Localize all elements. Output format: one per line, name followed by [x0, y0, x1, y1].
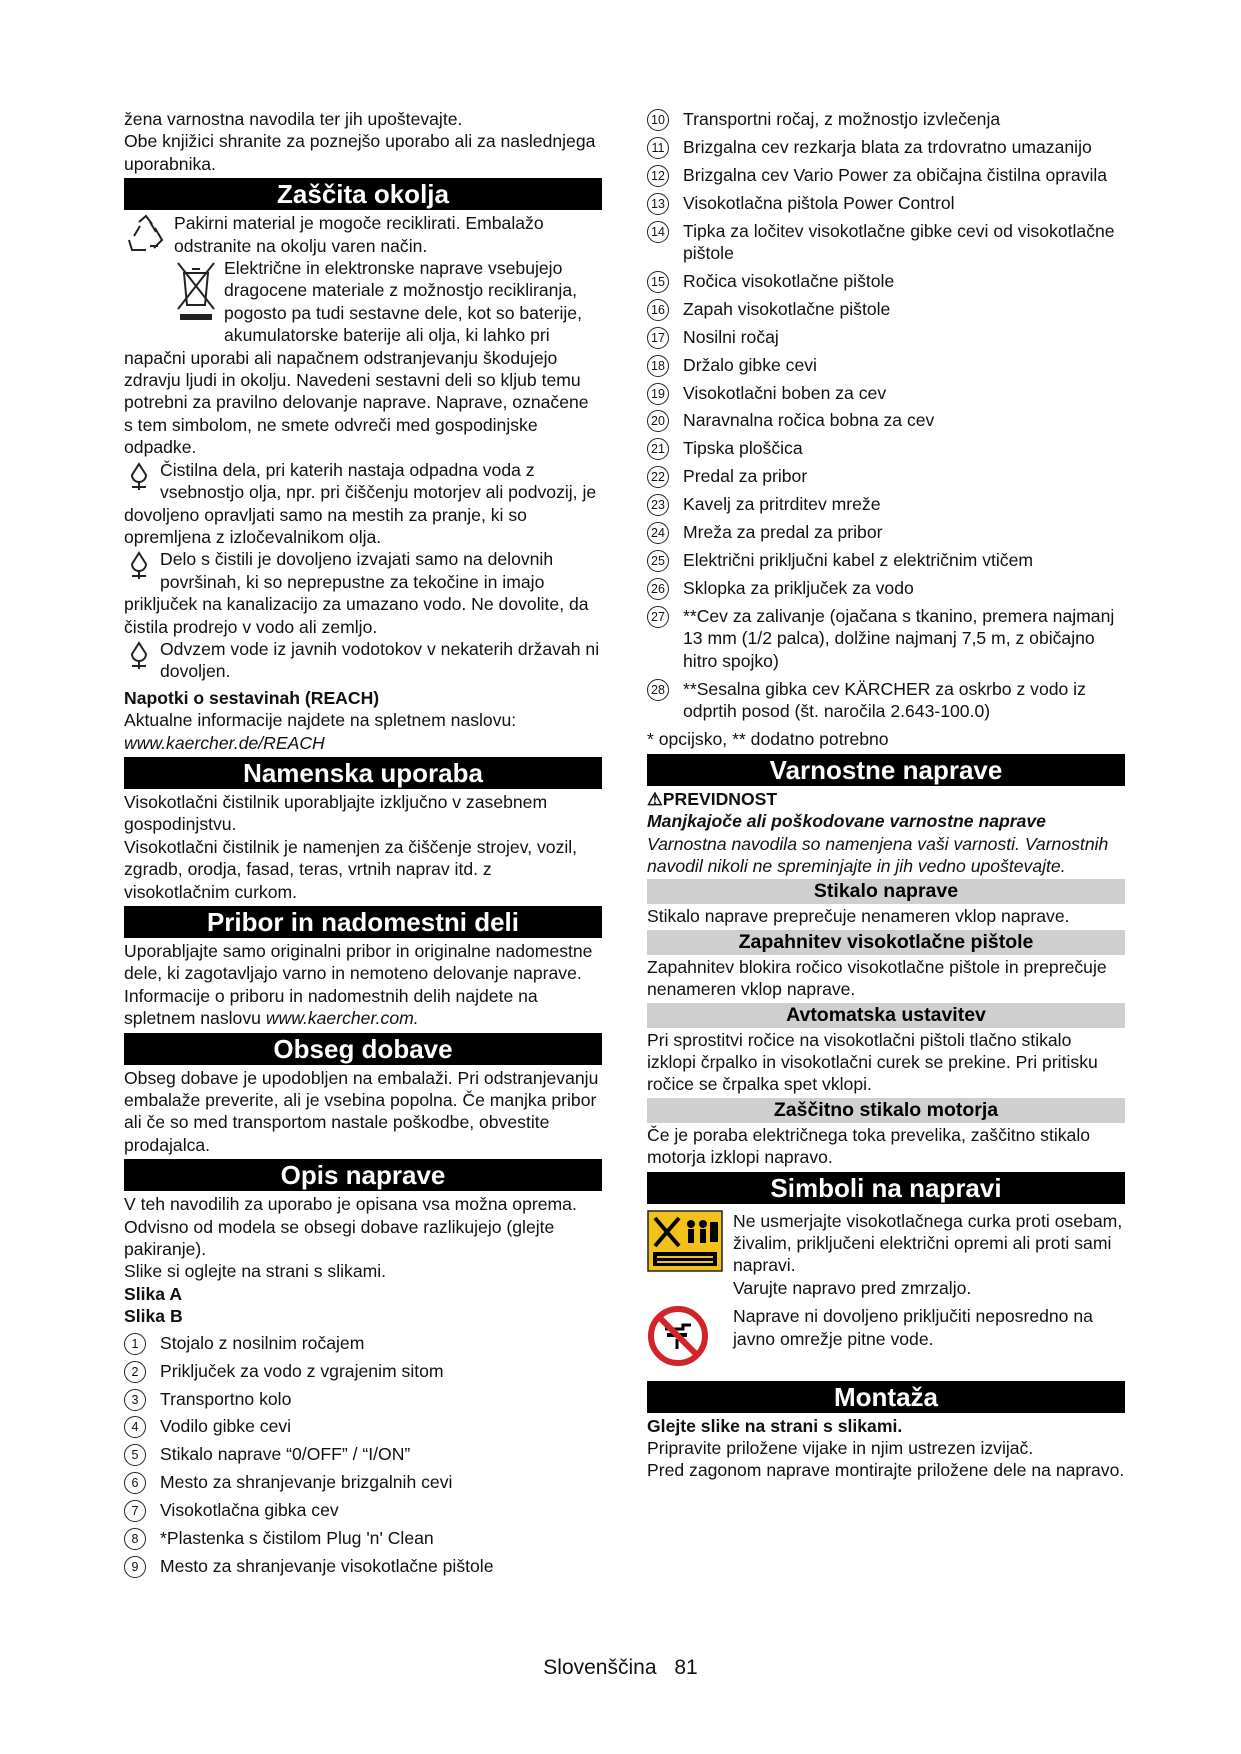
part-number-badge: 26	[647, 578, 669, 600]
symbol-1-line-2: Varujte napravo pred zmrzaljo.	[733, 1277, 972, 1298]
page-footer	[0, 1656, 1241, 1680]
section-header-accessories: Pribor in nadomestni deli	[124, 906, 602, 938]
part-label: Brizgalna cev Vario Power za običajna čistilna opravila	[683, 164, 1108, 185]
part-label: Držalo gibke cevi	[683, 354, 817, 375]
part-item-3	[124, 1388, 602, 1410]
no-spray-at-people-icon	[647, 1210, 733, 1300]
water-drop-icon	[124, 550, 154, 585]
part-number-badge: 13	[647, 193, 669, 215]
lock-text: Zapahnitev blokira ročico visokotlačne pištole in preprečuje nenameren vklop naprave.	[647, 956, 1107, 1000]
part-label: **Cev za zalivanje (ojačana s tkanino, premera najmanj 13 mm (1/2 palca), dolžine najmanj 7,5 m, z običajno hitro spojko)	[683, 605, 1115, 671]
part-label: Nosilni ročaj	[683, 326, 779, 347]
part-number-badge: 8	[124, 1528, 146, 1550]
accessories-text: Informacije o priboru in nadomestnih delih najdete na spletnem naslovu	[124, 985, 538, 1029]
part-label: Sklopka za priključek za vodo	[683, 577, 914, 598]
warning-triangle-icon: ⚠	[647, 788, 663, 809]
section-header-description: Opis naprave	[124, 1159, 602, 1191]
part-label: Priključek za vodo z vgrajenim sitom	[160, 1360, 444, 1381]
part-item-1	[124, 1332, 602, 1354]
part-number-badge: 22	[647, 466, 669, 488]
weee-paragraph	[124, 257, 602, 459]
weee-text: Električne in elektronske naprave vsebujejo dragocene materiale z možnostjo recikliranja, pogosto pa tudi sestavne dele, kot so baterije, akumulatorske baterije ali olja, ki lahko pri napačni uporabi ali napačnem odstranjevanju škodujejo zdravju ljudi in okolju. Navedeni sestavni deli so kljub temu potrebni za pravilno delovanje naprave. Naprave, označene s tem simbolom, ne smete odvreči med gospodinjske odpadke.	[124, 258, 589, 458]
part-label: Mesto za shranjevanje brizgalnih cevi	[160, 1472, 453, 1493]
mounting-paragraph-2: Pred zagonom naprave montirajte priložene dele na napravo.	[647, 1460, 1125, 1481]
section-header-environment: Zaščita okolja	[124, 178, 602, 210]
accessories-paragraph-2	[124, 985, 602, 1030]
part-number-badge: 28	[647, 679, 669, 701]
surface-text: Delo s čistili je dovoljeno izvajati samo na delovnih površinah, ki so neprepustne za tekočine in imajo priključek na kanalizacijo za umazano vodo. Ne dovolite, da čistila prodrejo v vodo ali zemljo.	[124, 549, 589, 637]
part-number-badge: 18	[647, 355, 669, 377]
part-item-28	[647, 678, 1125, 723]
part-number-badge: 7	[124, 1500, 146, 1522]
part-number-badge: 15	[647, 271, 669, 293]
symbol-row-1	[647, 1210, 1125, 1300]
reach-title: Napotki o sestavinah (REACH)	[124, 687, 380, 708]
part-number-badge: 9	[124, 1556, 146, 1578]
part-label: Transportni ročaj, z možnostjo izvlečenja	[683, 109, 1001, 129]
symbol-1-text	[733, 1210, 1125, 1300]
part-number-badge: 1	[124, 1333, 146, 1355]
part-item-6	[124, 1471, 602, 1493]
part-item-5	[124, 1443, 602, 1465]
part-item-12	[647, 164, 1125, 186]
part-label: Visokotlačna pištola Power Control	[683, 192, 955, 213]
description-paragraph-1: V teh navodilih za uporabo je opisana vsa možna oprema. Odvisno od modela se obsegi dobave razlikujejo (glejte pakiranje).	[124, 1194, 577, 1260]
part-item-9	[124, 1555, 602, 1577]
reach-text: Aktualne informacije najdete na spletnem naslovu:	[124, 710, 517, 731]
figure-b-label: Slika B	[124, 1306, 183, 1327]
part-label: Vodilo gibke cevi	[160, 1416, 292, 1437]
water-paragraph	[124, 638, 602, 683]
subheader-auto-stop: Avtomatska ustavitev	[647, 1003, 1125, 1028]
part-item-10	[647, 108, 1125, 130]
part-label: Mesto za shranjevanje visokotlačne pištole	[160, 1555, 494, 1576]
kaercher-link[interactable]: www.kaercher.com.	[265, 1008, 419, 1029]
parts-list-right	[647, 108, 1125, 722]
auto-stop-text: Pri sprostitvi ročice na visokotlačni pištoli tlačno stikalo izklopi črpalko in visokotlačni curek se prekine. Pri pritisku ročice se črpalka spet vklopi.	[647, 1029, 1098, 1095]
part-item-8	[124, 1527, 602, 1549]
part-label: Tipka za ločitev visokotlačne gibke cevi od visokotlačne pištole	[683, 220, 1115, 264]
section-header-intended-use: Namenska uporaba	[124, 757, 602, 789]
part-label: *Plastenka s čistilom Plug 'n' Clean	[160, 1528, 434, 1549]
part-label: Mreža za predal za pribor	[683, 522, 883, 543]
section-header-safety-devices: Varnostne naprave	[647, 754, 1125, 786]
part-number-badge: 10	[647, 109, 669, 131]
part-number-badge: 4	[124, 1416, 146, 1438]
section-header-symbols: Simboli na napravi	[647, 1172, 1125, 1204]
recycle-paragraph	[124, 212, 602, 257]
footnote: * opcijsko, ** dodatno potrebno	[647, 729, 889, 750]
use-paragraph-1: Visokotlačni čistilnik uporabljajte izključno v zasebnem gospodinjstvu.	[124, 791, 548, 835]
parts-list-left	[124, 1332, 602, 1578]
symbol-2-text: Naprave ni dovoljeno priključiti neposredno na javno omrežje pitne vode.	[733, 1306, 1093, 1349]
footer-language: Slovenščina	[543, 1656, 657, 1679]
figure-a-label: Slika A	[124, 1283, 183, 1304]
recycle-text: Pakirni material je mogoče reciklirati. Embalažo odstranite na okolju varen način.	[174, 213, 544, 256]
oil-paragraph	[124, 459, 602, 549]
crossed-bin-icon	[174, 259, 218, 328]
mounting-paragraph-1: Pripravite priložene vijake in njim ustrezen izvijač.	[647, 1438, 1034, 1459]
reach-link[interactable]: www.kaercher.de/REACH	[124, 732, 325, 753]
part-item-27	[647, 605, 1125, 672]
intro-line-2: Obe knjižici shranite za poznejšo uporabo ali za naslednjega uporabnika.	[124, 131, 596, 174]
part-label: Naravnalna ročica bobna za cev	[683, 410, 935, 431]
part-label: Električni priključni kabel z električnim vtičem	[683, 550, 1034, 570]
warning-label	[647, 788, 1125, 810]
switch-text: Stikalo naprave preprečuje nenameren vklop naprave.	[647, 906, 1070, 927]
recycle-icon	[124, 214, 168, 259]
part-label: Visokotlačna gibka cev	[160, 1500, 339, 1521]
part-item-20	[647, 409, 1125, 431]
part-number-badge: 16	[647, 299, 669, 321]
part-label: Stojalo z nosilnim ročajem	[160, 1332, 365, 1353]
part-label: Transportno kolo	[160, 1388, 292, 1409]
warning-text: Varnostna navodila so namenjena vaši varnosti. Varnostnih navodil nikoli ne spreminjajte in jih vedno upoštevajte.	[647, 833, 1109, 876]
part-number-badge: 27	[647, 606, 669, 628]
description-paragraph-2: Slike si oglejte na strani s slikami.	[124, 1261, 387, 1282]
part-item-11	[647, 136, 1125, 158]
part-item-22	[647, 465, 1125, 487]
use-paragraph-2: Visokotlačni čistilnik je namenjen za čiščenje strojev, vozil, zgradb, orodja, fasad, teras, vrtnih naprav itd. z visokotlačnim curkom.	[124, 836, 578, 902]
mounting-note: Glejte slike na strani s slikami.	[647, 1415, 903, 1436]
part-number-badge: 17	[647, 327, 669, 349]
surface-paragraph	[124, 548, 602, 638]
part-number-badge: 11	[647, 137, 669, 159]
part-number-badge: 2	[124, 1361, 146, 1383]
water-source-icon	[124, 640, 154, 675]
part-item-18	[647, 354, 1125, 376]
part-item-15	[647, 270, 1125, 292]
symbol-1-line-1: Ne usmerjajte visokotlačnega curka proti osebam, živalim, priključeni električni opremi ali proti sami napravi.	[733, 1210, 1123, 1276]
warning-title: Manjkajoče ali poškodovane varnostne naprave	[647, 811, 1046, 832]
part-item-17	[647, 326, 1125, 348]
part-item-25	[647, 549, 1125, 571]
page-number: 81	[674, 1656, 698, 1679]
part-label: **Sesalna gibka cev KÄRCHER za oskrbo z vodo iz odprtih posod (št. naročila 2.643-100.0)	[683, 678, 1086, 721]
part-number-badge: 25	[647, 550, 669, 572]
part-item-23	[647, 493, 1125, 515]
part-label: Visokotlačni boben za cev	[683, 382, 887, 403]
oil-drop-icon	[124, 461, 154, 496]
motor-text: Če je poraba električnega toka prevelika, zaščitno stikalo motorja izklopi napravo.	[647, 1124, 1091, 1168]
part-item-24	[647, 521, 1125, 543]
part-number-badge: 19	[647, 383, 669, 405]
part-item-13	[647, 192, 1125, 214]
water-text: Odvzem vode iz javnih vodotokov v nekaterih državah ni dovoljen.	[160, 638, 600, 682]
part-item-4	[124, 1415, 602, 1437]
part-number-badge: 24	[647, 522, 669, 544]
oil-text: Čistilna dela, pri katerih nastaja odpadna voda z vsebnostjo olja, npr. pri čiščenju motorjev ali podvozij, je dovoljeno opravljati samo na mestih za pranje, ki so opremljena z izločevalnikom olja.	[124, 459, 597, 547]
scope-paragraph: Obseg dobave je upodobljen na embalaži. Pri odstranjevanju embalaže preverite, ali je vsebina popolna. Če manjka pribor ali če so med transportom nastale poškodbe, obvestite prodajalca.	[124, 1067, 599, 1155]
part-item-26	[647, 577, 1125, 599]
part-label: Kavelj za pritrditev mreže	[683, 494, 881, 515]
symbol-row-2	[647, 1305, 1125, 1372]
part-item-21	[647, 437, 1125, 459]
part-number-badge: 14	[647, 221, 669, 243]
part-label: Predal za pribor	[683, 466, 808, 487]
accessories-paragraph-1: Uporabljajte samo originalni pribor in originalne nadomestne dele, ki zagotavljajo varno in nemoteno delovanje naprave.	[124, 941, 593, 984]
subheader-motor-protection: Zaščitno stikalo motorja	[647, 1098, 1125, 1123]
left-column	[124, 108, 602, 1583]
right-column	[647, 108, 1125, 1482]
part-label: Zapah visokotlačne pištole	[683, 298, 891, 319]
section-header-scope: Obseg dobave	[124, 1033, 602, 1065]
subheader-device-switch: Stikalo naprave	[647, 879, 1125, 904]
part-item-7	[124, 1499, 602, 1521]
part-number-badge: 3	[124, 1389, 146, 1411]
part-label: Stikalo naprave “0/OFF” / “I/ON”	[160, 1444, 411, 1465]
part-item-2	[124, 1360, 602, 1382]
part-number-badge: 12	[647, 165, 669, 187]
part-label: Tipska ploščica	[683, 438, 803, 459]
part-label: Brizgalna cev rezkarja blata za trdovratno umazanijo	[683, 136, 1092, 157]
part-item-19	[647, 382, 1125, 404]
no-drinking-water-connection-icon	[647, 1305, 733, 1372]
part-number-badge: 20	[647, 410, 669, 432]
part-number-badge: 6	[124, 1472, 146, 1494]
part-number-badge: 23	[647, 494, 669, 516]
part-number-badge: 21	[647, 438, 669, 460]
part-number-badge: 5	[124, 1444, 146, 1466]
warning-label-text: PREVIDNOST	[662, 788, 778, 809]
subheader-gun-lock: Zapahnitev visokotlačne pištole	[647, 930, 1125, 955]
part-item-14	[647, 220, 1125, 265]
part-label: Ročica visokotlačne pištole	[683, 270, 895, 291]
intro-line-1: žena varnostna navodila ter jih upoštevajte.	[124, 109, 463, 129]
section-header-mounting: Montaža	[647, 1381, 1125, 1413]
part-item-16	[647, 298, 1125, 320]
